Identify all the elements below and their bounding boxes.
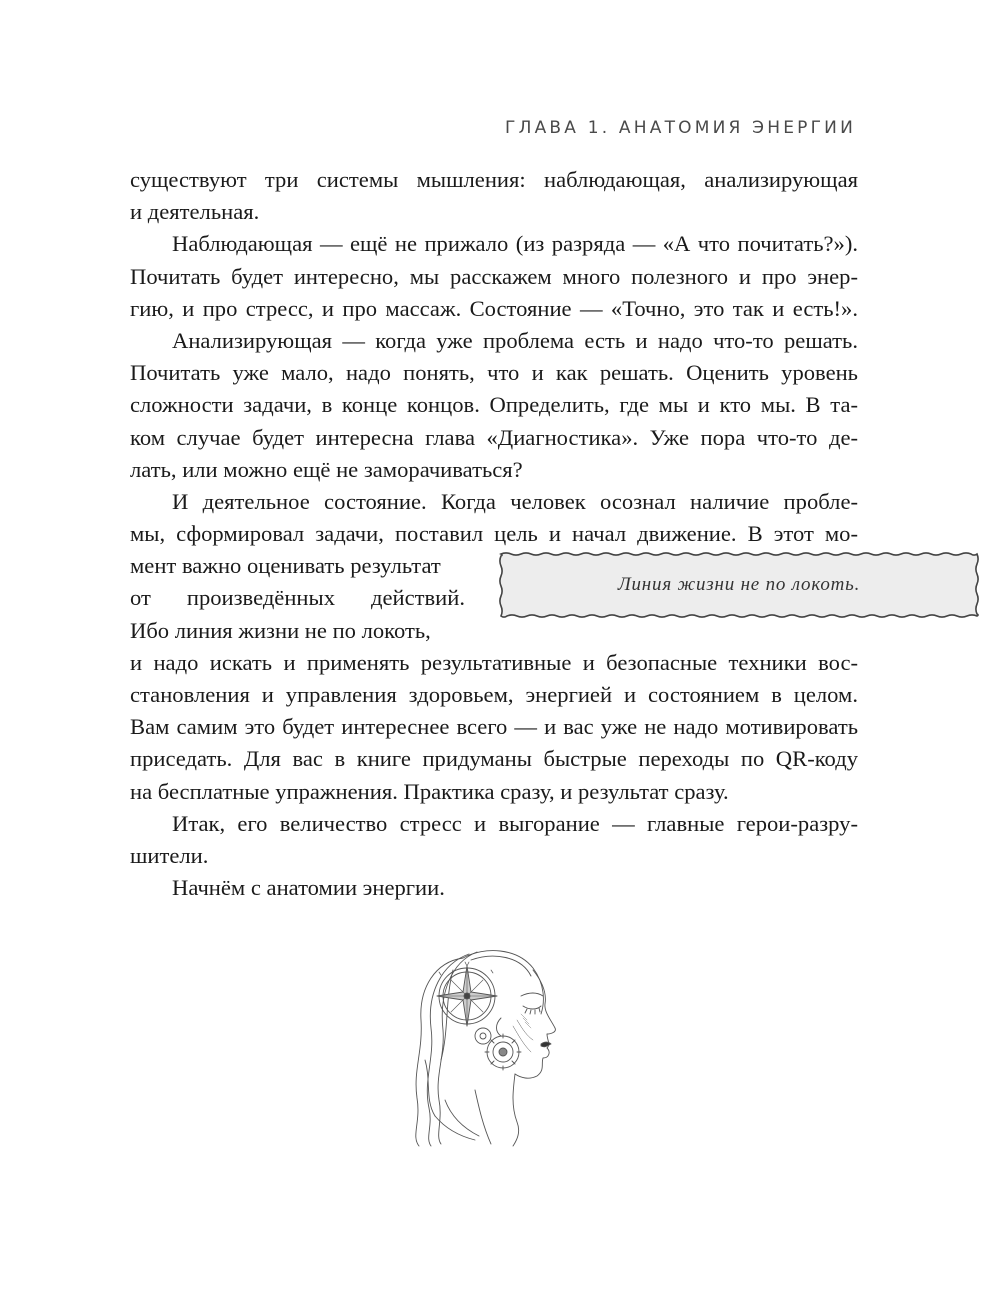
text-line: существуют три системы мышления: наблюдающая, анализирующая: [130, 167, 858, 192]
text-line: мы, сформировал задачи, поставил цель и начал движение. В этот мо-: [130, 521, 858, 547]
text-line: Вам самим это будет интереснее всего — и вас уже не надо мотивировать: [130, 714, 858, 740]
woman-compass-illustration: [405, 940, 565, 1155]
eyebrow: [521, 993, 543, 996]
lips: [541, 1042, 551, 1047]
text-line: становления и управления здоровьем, энергией и состоянием в целом.: [130, 682, 858, 707]
neck-back: [475, 1090, 491, 1144]
text-line: приседать. Для вас в книге придуманы быстрые переходы по QR-коду: [130, 746, 858, 772]
gear-small: [475, 1028, 491, 1044]
text-line: мент важно оценивать результат: [130, 553, 441, 579]
text-line: и надо искать и применять результативные и безопасные техники вос-: [130, 649, 858, 675]
text-line: шители.: [130, 842, 209, 868]
text-line: Почитать будет интересно, мы расскажем много полезного и про энер-: [130, 263, 858, 289]
text-line: лать, или можно ещё не заморачиваться?: [130, 456, 523, 482]
text-line: на бесплатные упражнения. Практика сразу, и результат сразу.: [130, 778, 729, 804]
neck: [513, 1074, 519, 1146]
text-line: сложности задачи, в конце концов. Определить, где мы и кто мы. В та-: [130, 392, 858, 418]
hair-outline: [416, 958, 463, 1146]
hair-strand: [425, 1060, 435, 1116]
face-profile: [515, 970, 555, 1078]
hair-strand: [471, 956, 531, 976]
text-line: гию, и про стресс, и про массаж. Состояние — «Точно, это так и есть!».: [130, 295, 858, 321]
text-line: Ибо линия жизни не по локоть,: [130, 617, 431, 643]
pull-quote-box: [497, 550, 981, 620]
chapter-running-header: ГЛАВА 1. АНАТОМИЯ ЭНЕРГИИ: [505, 118, 856, 138]
text-line: и деятельная.: [130, 199, 260, 225]
text-line: Итак, его величество стресс и выгорание — главные герои-разру-: [172, 810, 858, 836]
closed-eye: [523, 1006, 541, 1009]
text-line: от произведённых действий.: [130, 585, 465, 611]
pull-quote-text: Линия жизни не по локоть.: [617, 574, 861, 595]
text-line: ком случае будет интересна глава «Диагностика». Уже пора что-то де-: [130, 424, 858, 450]
text-line: Наблюдающая — ещё не прижало (из разряда — «А что почитать?»).: [172, 231, 858, 257]
body-text: [130, 164, 858, 904]
text-line: Начнём с анатомии энергии.: [172, 875, 445, 901]
hair-strand: [463, 951, 543, 1014]
text-line: Почитать уже мало, надо понять, что и как решать. Оценить уровень: [130, 360, 858, 386]
text-line: И деятельное состояние. Когда человек осознал наличие пробле-: [172, 488, 858, 514]
text-line: Анализирующая — когда уже проблема есть и надо что-то решать.: [172, 327, 858, 353]
